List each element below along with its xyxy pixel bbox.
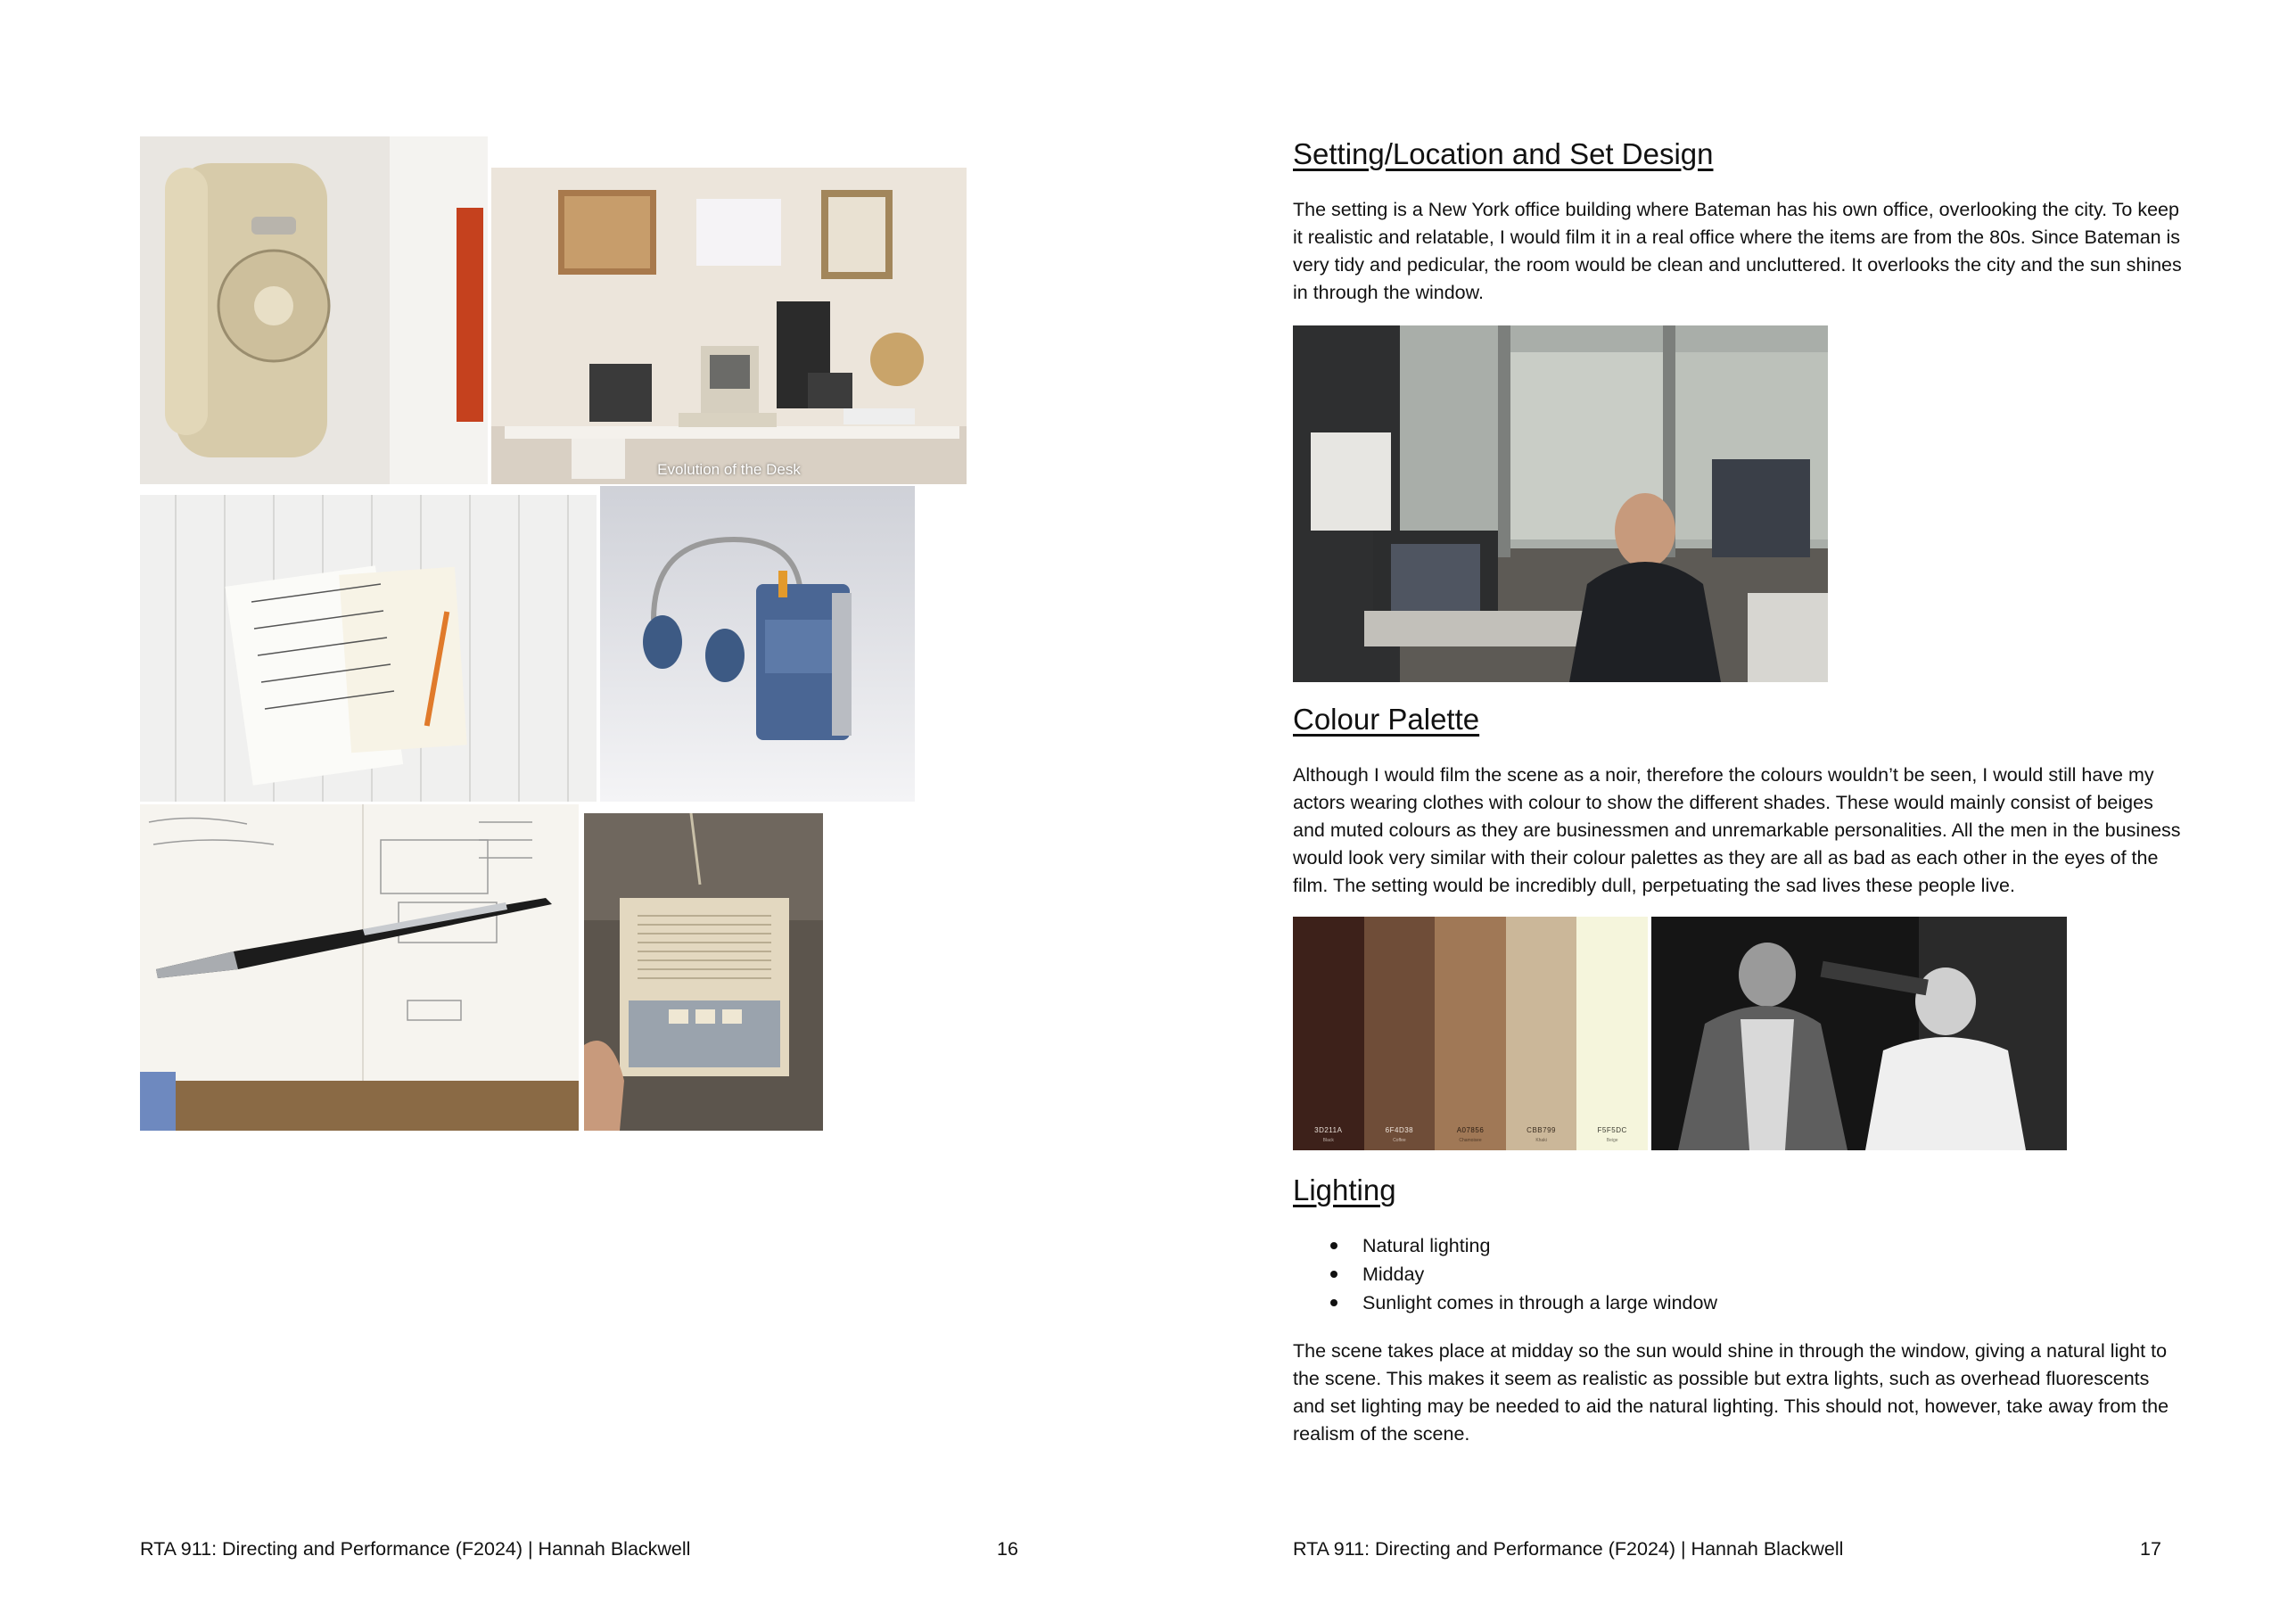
page-17 bbox=[1148, 0, 2296, 1622]
rotary-phone-photo bbox=[140, 136, 488, 484]
colour-palette-body: Although I would film the scene as a noir, therefore the colours wouldn’t be seen, I would still have my actors wearing clothes with colour to show the different shades. These would mainly consist of beiges and muted colours as they are businessmen and unremarkable personalities. All the men in the business would look very similar with their colour palettes as they are all as bad as each other in the eyes of the film. The setting would be incredibly dull, perpetuating the sad lives these people live. bbox=[1293, 764, 2181, 896]
lighting-body: The scene takes place at midday so the sun would shine in through the window, giving a natural light to the scene. This makes it seem as realistic as possible but extra lights, such as overhead fluorescents and set lighting may be needed to aid the natural lighting. This should not, however, take away from the realism of the scene. bbox=[1293, 1340, 2169, 1445]
colour-swatch bbox=[1293, 917, 1364, 1150]
colour-swatches bbox=[1293, 917, 1648, 1150]
swatch-name: Khaki bbox=[1535, 1138, 1547, 1143]
setting-heading: Setting/Location and Set Design bbox=[1293, 137, 1714, 170]
colour-swatch bbox=[1364, 917, 1436, 1150]
desk-caption: Evolution of the Desk bbox=[657, 461, 801, 478]
lighting-bullets bbox=[1293, 1231, 1717, 1317]
colour-palette-heading: Colour Palette bbox=[1293, 703, 1480, 736]
swatch-code: A07856 bbox=[1456, 1126, 1485, 1134]
paper-forms-photo bbox=[140, 495, 597, 802]
swatch-code: 3D211A bbox=[1314, 1126, 1343, 1134]
lighting-bullet: Natural lighting bbox=[1293, 1231, 1717, 1260]
walkman-photo bbox=[600, 486, 915, 802]
swatch-name: Coffee bbox=[1393, 1138, 1406, 1143]
colour-swatch bbox=[1576, 917, 1648, 1150]
office-scene-photo bbox=[1293, 325, 1828, 682]
noir-film-still bbox=[1651, 917, 2067, 1150]
pen-notebook-photo bbox=[140, 804, 579, 1131]
swatch-name: Beige bbox=[1606, 1138, 1618, 1143]
swatch-name: Black bbox=[1322, 1138, 1334, 1143]
setting-body: The setting is a New York office building where Bateman has his own office, overlooking the city. To keep it realistic and relatable, I would film it in a real office where the items are from the 80s. Since Bateman is very tidy and pedicular, the room would be clean and uncluttered. It overlooks the city and the sun shines in through the window. bbox=[1293, 199, 2182, 303]
footer-course-left: RTA 911: Directing and Performance (F2024) | Hannah Blackwell bbox=[140, 1538, 691, 1560]
footer-page-number-right: 17 bbox=[2140, 1538, 2161, 1560]
swatch-code: F5F5DC bbox=[1597, 1126, 1627, 1134]
colour-swatch bbox=[1506, 917, 1577, 1150]
lighting-heading: Lighting bbox=[1293, 1173, 1396, 1206]
swatch-name: Chamoisee bbox=[1459, 1138, 1482, 1143]
footer-page-number-left: 16 bbox=[997, 1538, 1018, 1560]
lighting-bullet: Midday bbox=[1293, 1260, 1717, 1289]
desk-evolution-photo bbox=[491, 168, 967, 484]
swatch-code: CBB799 bbox=[1527, 1126, 1556, 1134]
swatch-code: 6F4D38 bbox=[1385, 1126, 1414, 1134]
lighting-bullet: Sunlight comes in through a large window bbox=[1293, 1289, 1717, 1317]
colour-swatch bbox=[1435, 917, 1506, 1150]
intercom-photo bbox=[584, 813, 823, 1131]
footer-course-right: RTA 911: Directing and Performance (F2024) | Hannah Blackwell bbox=[1293, 1538, 1844, 1560]
